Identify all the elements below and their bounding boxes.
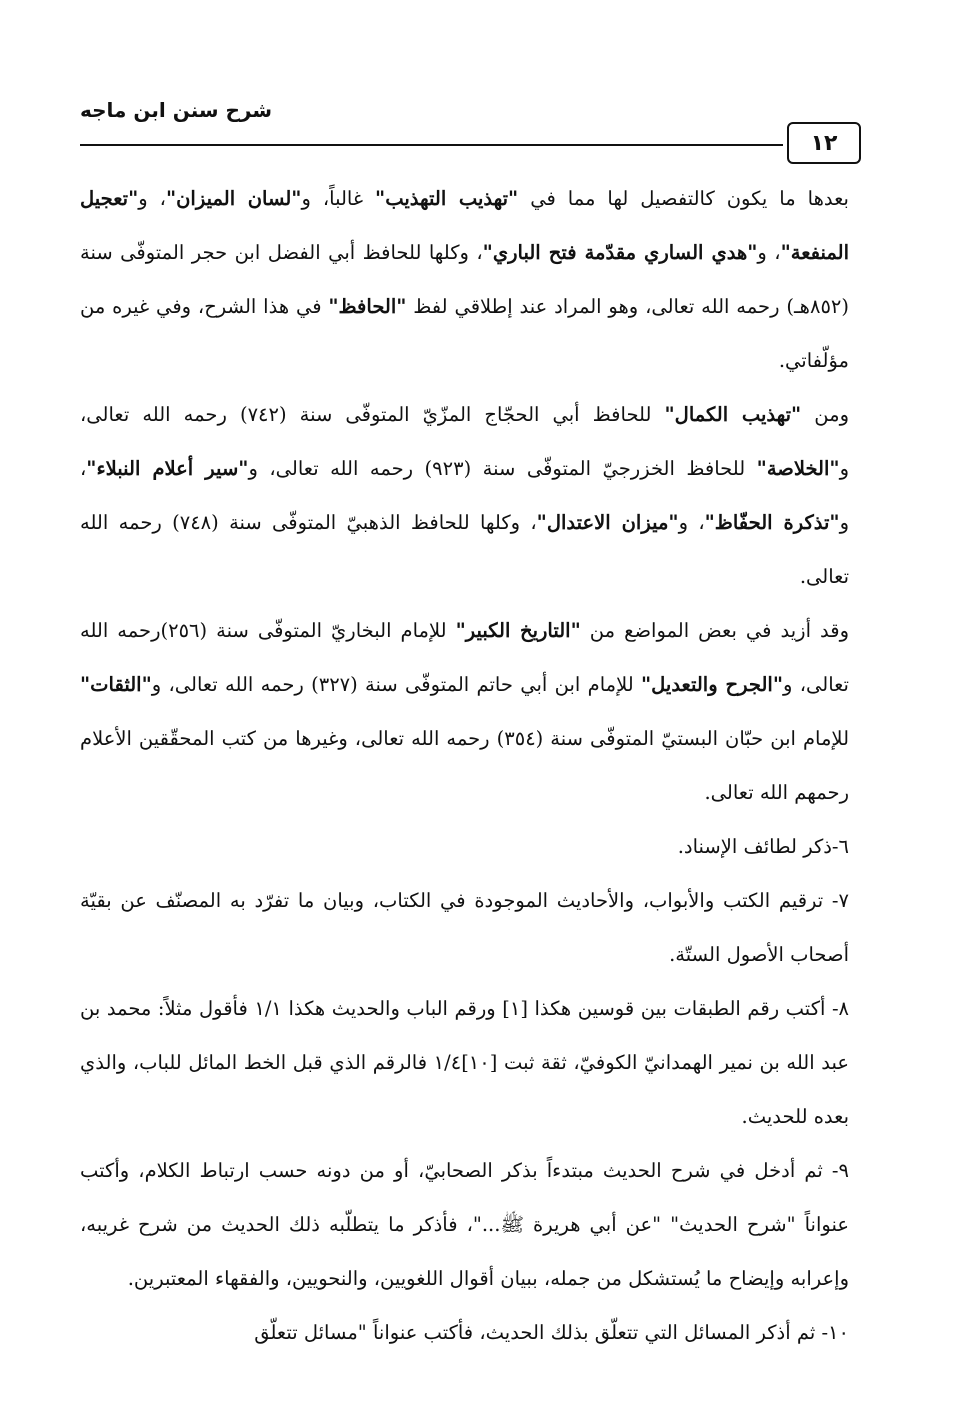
page-number: ١٢ (810, 130, 838, 156)
paragraph (80, 820, 849, 874)
text-run: ٩- ثم أدخل في شرح الحديث مبتدءاً بذكر الصحابيّ، أو من دونه حسب ارتباط الكلام، وأكتب عنواناً "شرح الحديث" "عن أبي هريرة ﷺ..."، فأذكر ما يتطلّبه ذلك الحديث من شرح غريبه، وإعرابه وإيضاح ما يُستشكل من جمله، ببيان أقوال اللغويين، والنحويين، والفقهاء المعتبرين. (80, 1159, 849, 1290)
text-run: للحافظ أبي الحجّاج المزّيّ المتوفّى سنة (٧٤٢) رحمه الله تعالى، و (80, 403, 849, 480)
page-header (80, 92, 861, 162)
book-title: "الثقات" (80, 673, 152, 696)
text-run: للإمام البخاريّ المتوفّى سنة (٢٥٦)رحمه الله تعالى، و (80, 619, 849, 696)
text-run: ، و (757, 241, 781, 264)
book-title: "سير أعلام النبلاء" (86, 457, 249, 480)
page-number-box (787, 122, 861, 164)
text-run: للحافظ الخزرجيّ المتوفّى سنة (٩٢٣) رحمه الله تعالى، و (248, 457, 757, 480)
book-title: "تذكرة الحفّاظ" (704, 511, 840, 534)
text-run: ومن (801, 403, 849, 426)
book-title: "التاريخ الكبير" (455, 619, 581, 642)
book-title: "الحافظ" (328, 295, 407, 318)
text-run: ، وكلها للحافظ الذهبيّ المتوفّى سنة (٧٤٨) رحمه الله تعالى. (80, 511, 849, 588)
text-run: وقد أزيد في بعض المواضع من (580, 619, 849, 642)
book-title: "الخلاصة" (756, 457, 840, 480)
paragraph (80, 604, 849, 820)
running-title: شرح سنن ابن ماجه (80, 98, 273, 122)
header-rule (80, 144, 783, 146)
text-run: ١٠- ثم أذكر المسائل التي تتعلّق بذلك الحديث، فأكتب عنواناً "مسائل تتعلّق (254, 1321, 849, 1344)
book-title: "تهذيب الكمال" (664, 403, 802, 426)
paragraph (80, 874, 849, 982)
body-text (80, 172, 849, 1360)
text-run: للإمام ابن أبي حاتم المتوفّى سنة (٣٢٧) رحمه الله تعالى، و (151, 673, 641, 696)
text-run: ، و (138, 187, 166, 210)
text-run: ، وكلها للحافظ أبي الفضل ابن حجر المتوفّى سنة (٨٥٢هـ) رحمه الله تعالى، وهو المراد عند إطلاقي لفظ (80, 241, 850, 318)
text-run: غالباً، و (301, 187, 376, 210)
book-title: "هدي الساري مقدّمة فتح الباري" (482, 241, 758, 264)
book-title: "لسان الميزان" (165, 187, 302, 210)
book-title: "الجرح والتعديل" (640, 673, 783, 696)
text-run: ، و (80, 457, 849, 534)
book-title: "تهذيب التهذيب" (375, 187, 519, 210)
text-run: ٧- ترقيم الكتب والأبواب، والأحاديث الموجودة في الكتاب، وبيان ما تفرّد به المصنّف عن بقيّة أصحاب الأصول الستّة. (80, 889, 849, 966)
text-run: ، و (678, 511, 705, 534)
paragraph (80, 388, 849, 604)
book-title: "تعجيل المنفعة" (80, 187, 849, 264)
paragraph (80, 1144, 849, 1306)
text-run: ٨- أكتب رقم الطبقات بين قوسين هكذا [١] ورقم الباب والحديث هكذا ١/١ فأقول مثلاً: محمد بن عبد الله بن نمير الهمدانيّ الكوفيّ، ثقة ثبت [١٠]١/٤ فالرقم الذي قبل الخط المائل للباب، والذي بعده للحديث. (80, 997, 850, 1128)
paragraph (80, 982, 849, 1144)
text-run: بعدها ما يكون كالتفصيل لها مما في (518, 187, 849, 210)
paragraph (80, 172, 849, 388)
book-title: "ميزان الاعتدال" (536, 511, 679, 534)
text-run: ٦-ذكر لطائف الإسناد. (677, 835, 849, 858)
text-run: للإمام ابن حبّان البستيّ المتوفّى سنة (٣٥٤) رحمه الله تعالى، وغيرها من كتب المحقّقين الأعلام رحمهم الله تعالى. (80, 727, 850, 804)
paragraph (80, 1306, 849, 1360)
text-run: في هذا الشرح، وفي غيره من مؤلّفاتي. (80, 295, 849, 372)
